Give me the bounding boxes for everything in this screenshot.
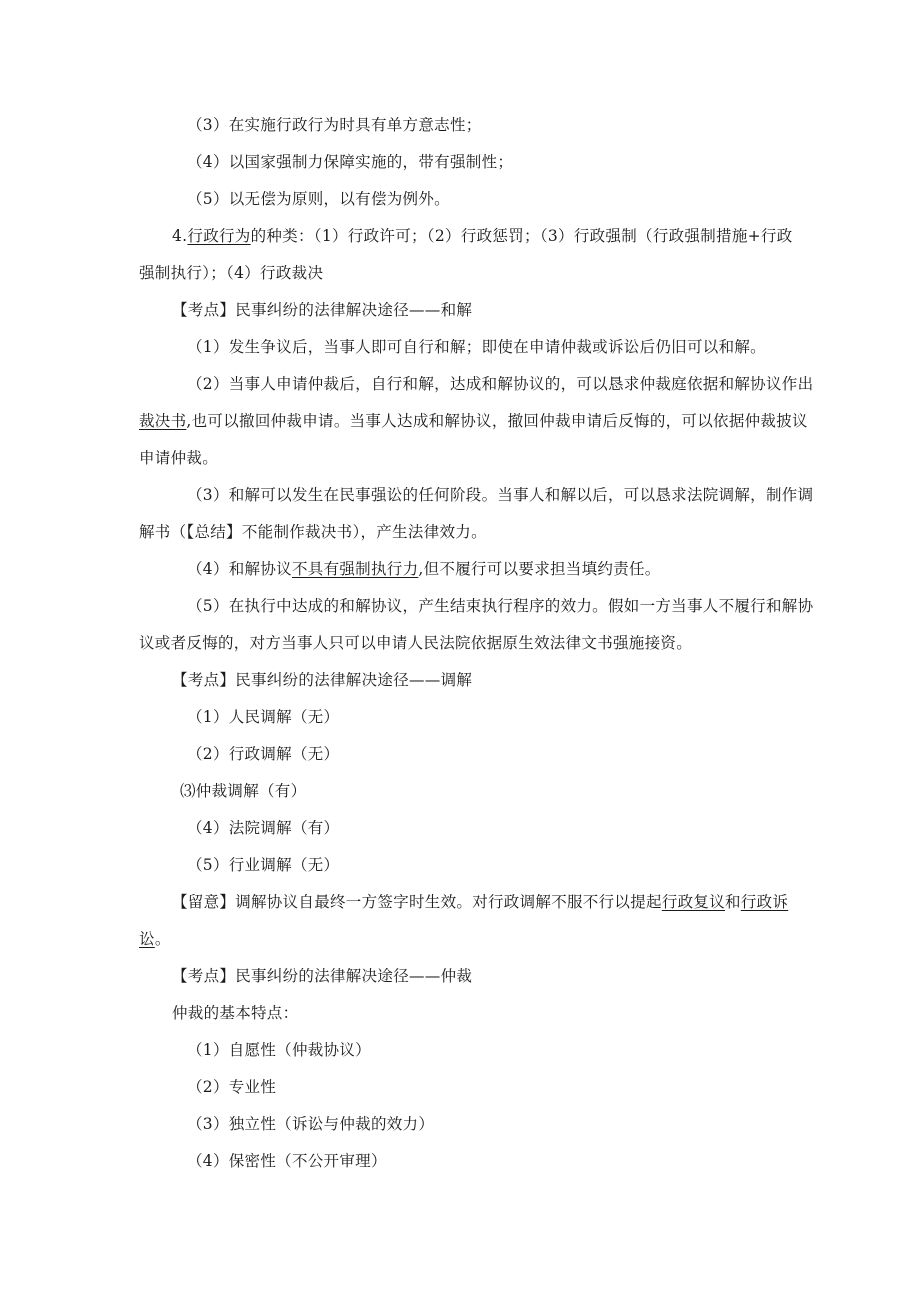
list-item: ⑶仲裁调解（有） xyxy=(180,782,307,800)
text-line xyxy=(139,929,171,949)
list-item: （4）保密性（不公开审理） xyxy=(187,1152,387,1170)
underlined-term: 讼 xyxy=(139,930,155,948)
text-span: 。 xyxy=(154,930,171,948)
text-line: 申请仲裁。 xyxy=(139,449,219,467)
text-line: （2）当事人申请仲裁后，自行和解，达成和解协议的，可以恳求仲裁庭依据和解协议作出 xyxy=(187,375,814,393)
section-number: 4. xyxy=(172,227,188,245)
list-item: （2）行政调解（无） xyxy=(187,745,340,763)
underlined-term: 裁决书 xyxy=(139,412,187,430)
text-line: 解书（【总结】不能制作裁决书），产生法律效力。 xyxy=(139,523,487,541)
text-line: （5）在执行中达成的和解协议，产生结束执行程序的效力。假如一方当事人不履行和解协 xyxy=(187,597,814,615)
text-span: ,也可以撤回仲裁申请。当事人达成和解协议，撤回仲裁申请后反悔的，可以依据仲裁披议 xyxy=(186,412,808,430)
text-line: 强制执行）；（4）行政裁决 xyxy=(139,264,324,282)
text-span: 和 xyxy=(725,893,741,911)
text-line xyxy=(187,559,661,579)
text-line: 议或者反悔的，对方当事人只可以申请人民法院依据原生效法律文书强施接资。 xyxy=(139,634,693,652)
note-line xyxy=(172,892,788,912)
underlined-term: 行政诉 xyxy=(740,893,789,911)
section-heading: 【考点】民事纠纷的法律解决途径——调解 xyxy=(172,671,473,689)
text-span: 【留意】调解协议自最终一方签字时生效。对行政调解不服不行以提起 xyxy=(172,893,662,911)
underlined-term: 行政行为 xyxy=(187,227,251,245)
text-line: （5）以无偿为原则，以有偿为例外。 xyxy=(187,190,450,208)
section-4-line xyxy=(172,226,793,246)
text-line xyxy=(139,411,808,431)
section-heading: 【考点】民事纠纷的法律解决途径——和解 xyxy=(172,301,473,319)
list-item: （3）独立性（诉讼与仲裁的效力） xyxy=(187,1115,435,1133)
list-item: （1）自愿性（仲裁协议） xyxy=(187,1041,371,1059)
text-span: ,但不履行可以要求担当填约责任。 xyxy=(418,560,661,578)
text-span: （4）和解协议 xyxy=(187,560,292,578)
list-item: （1）人民调解（无） xyxy=(187,708,340,726)
underlined-term: 不具有强制执行力 xyxy=(291,560,419,578)
list-item: （2）专业性 xyxy=(187,1078,277,1096)
underlined-term: 行政复议 xyxy=(661,893,726,911)
list-item: （4）法院调解（有） xyxy=(187,819,340,837)
text-line: （3）和解可以发生在民事强讼的任何阶段。当事人和解以后，可以恳求法院调解，制作调 xyxy=(187,486,814,504)
text-line: 仲裁的基本特点： xyxy=(172,1004,299,1022)
text-line: （4）以国家强制力保障实施的，带有强制性； xyxy=(187,153,514,171)
list-item: （5）行业调解（无） xyxy=(187,856,340,874)
text-line: （1）发生争议后，当事人即可自行和解；即使在申请仲裁或诉讼后仍旧可以和解。 xyxy=(187,338,766,356)
text-line: （3）在实施行政行为时具有单方意志性； xyxy=(187,116,482,134)
section-heading: 【考点】民事纠纷的法律解决途径——仲裁 xyxy=(172,967,473,985)
text-span: 的种类：（1）行政许可；（2）行政惩罚；（3）行政强制（行政强制措施+行政 xyxy=(250,227,793,245)
